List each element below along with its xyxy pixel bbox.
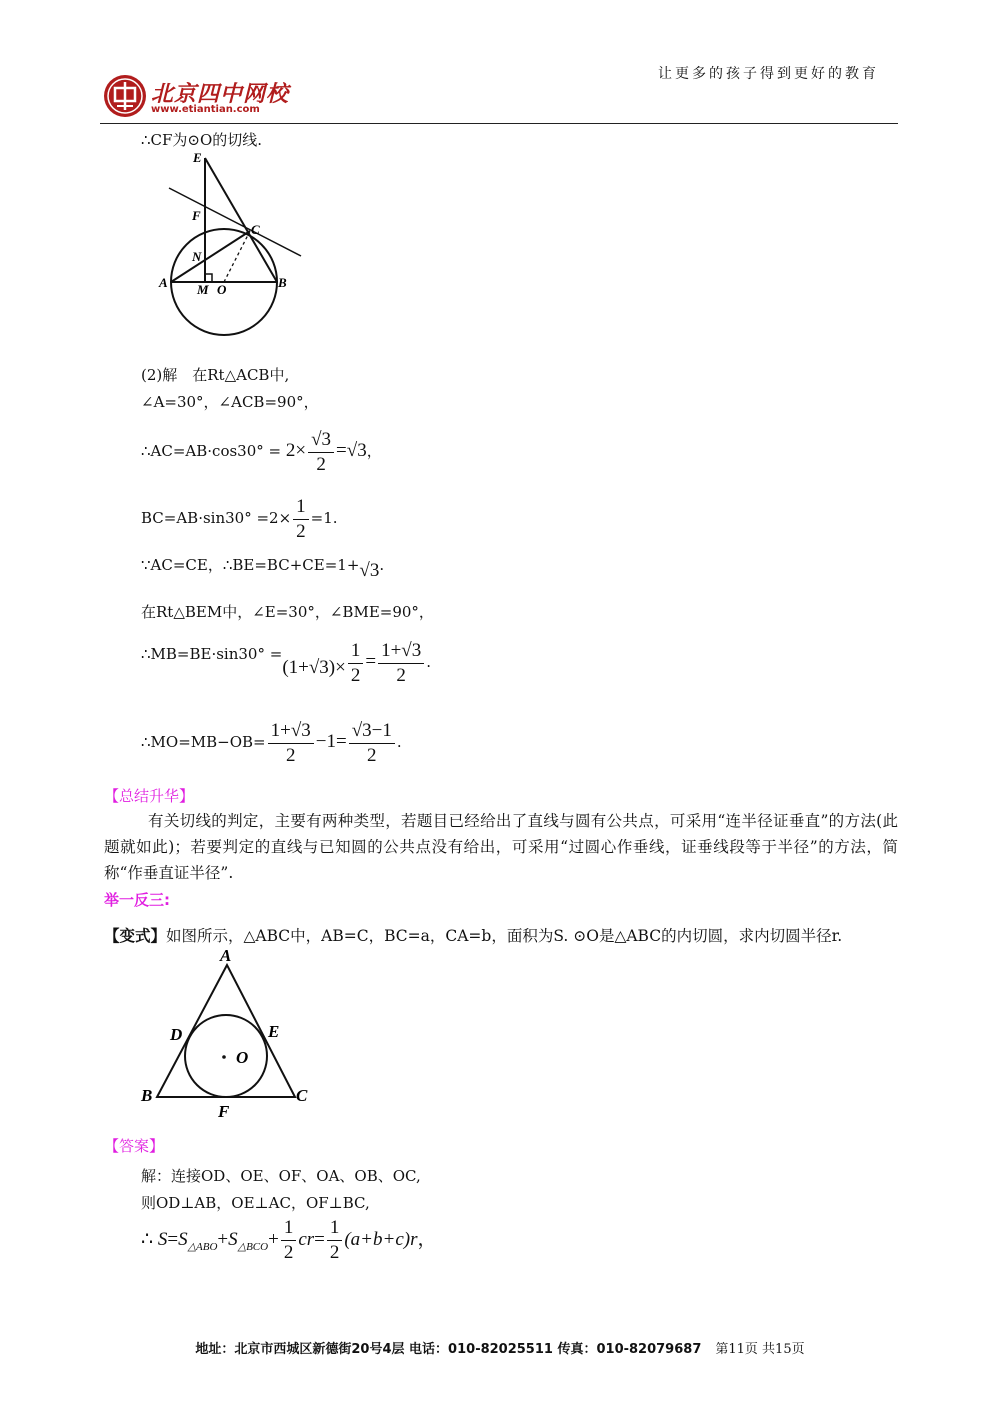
fig2-label-a: A (220, 946, 232, 965)
summary-title: 【总结升华】 (104, 787, 195, 805)
eq-mo-frac1-den: 2 (285, 744, 296, 766)
eq-bc-prefix: BC=AB·sin30° =2× (141, 509, 292, 527)
text-angles: ∠A=30°，∠ACB=90°， (141, 393, 319, 411)
fig2-label-b: B (141, 1086, 153, 1105)
eq-ac-result: √3 (346, 440, 367, 461)
eq-be-text: ∵AC=CE，∴BE=BC+CE=1+ (141, 556, 360, 574)
ans-plus: + (217, 1229, 229, 1250)
variant-question (104, 926, 842, 946)
logo[interactable] (103, 74, 293, 118)
eq-ac-frac-num: √3 (308, 429, 334, 453)
fig1-label-o: O (217, 282, 227, 297)
footer (0, 1338, 1000, 1357)
fig2-label-e: E (268, 1022, 280, 1041)
ans-s2: S (228, 1229, 238, 1250)
eq-mo-frac2 (349, 720, 395, 767)
eq-be-tail: . (379, 556, 385, 574)
ans-s1: S (178, 1229, 188, 1250)
ans-therefore: ∴ (141, 1229, 154, 1250)
eq-mb-frac2-den: 2 (396, 664, 406, 686)
fig2-label-o: O (236, 1048, 249, 1067)
header (0, 0, 1000, 125)
fig2-center-dot (222, 1055, 226, 1059)
footer-page: 第11页 共15页 (715, 1342, 805, 1357)
ans-sub2: △BCO (237, 1240, 269, 1253)
fig2-label-c: C (296, 1086, 308, 1105)
eq-bc (141, 492, 338, 544)
ans-frac2-num: 1 (327, 1217, 343, 1241)
eq-mb-tail: . (426, 653, 431, 671)
fig1-line-eb (205, 158, 277, 282)
eq-mo-frac1-num: 1+√3 (268, 720, 314, 744)
header-divider (100, 123, 898, 124)
fig1-label-m: M (197, 282, 209, 297)
variant-label: 【变式】 (104, 926, 167, 945)
eq-be-root: √3 (359, 560, 380, 581)
eq-mb-frac2-num: 1+√3 (378, 640, 424, 664)
text-cf-tangent: ∴CF为⊙O的切线. (141, 131, 263, 149)
eq-bc-frac-num: 1 (293, 496, 309, 520)
example-title: 举一反三: (104, 891, 170, 909)
eq-mb-frac1-num: 1 (348, 640, 364, 664)
eq-ac-tail: ， (366, 442, 382, 460)
footer-address: 地址：北京市西城区新德街20号4层 电话：010-82025511 传真：010-82079687 (195, 1342, 702, 1357)
eq-ac-coef: 2× (285, 440, 307, 461)
fig2-label-f: F (218, 1102, 230, 1120)
ans-eq2: = (314, 1229, 325, 1250)
ans-plus2: + (268, 1229, 279, 1250)
ans-sub1: △ABO (187, 1240, 218, 1253)
eq-mo-prefix: ∴MO=MB−OB= (141, 733, 266, 751)
eq-mb-frac1-den: 2 (350, 664, 361, 686)
ans-tail: ， (417, 1229, 437, 1250)
ans-cr: cr (298, 1229, 315, 1250)
fig1-label-f: F (192, 208, 201, 223)
eq-mb-left: (1+√3)× (282, 657, 346, 678)
fig2-incircle (185, 1015, 267, 1097)
fig1-tangent-line (169, 188, 301, 256)
fig1-label-c: C (251, 222, 260, 237)
ans-frac1-den: 2 (283, 1242, 294, 1264)
answer-line-2: 则OD⊥AB，OE⊥AC，OF⊥BC, (141, 1194, 370, 1212)
variant-text: 如图所示，△ABC中，AB=C，BC=a，CA=b，面积为S. ⊙O是△ABC的内切圆，求内切圆半径r. (166, 927, 843, 945)
eq-mo-frac2-num: √3−1 (349, 720, 395, 744)
fig1-label-n: N (192, 249, 202, 264)
eq-ac (141, 425, 382, 477)
ans-frac2 (327, 1217, 343, 1264)
eq-mo (141, 716, 402, 768)
ans-eq1: = (167, 1229, 179, 1250)
eq-ac-prefix: ∴AC=AB·cos30° = (141, 442, 282, 460)
eq-mb (141, 636, 431, 688)
ans-frac1 (281, 1217, 297, 1264)
ans-s: S (157, 1229, 168, 1250)
eq-mo-mid: −1= (315, 731, 347, 752)
answer-title: 【答案】 (104, 1137, 165, 1155)
figure-incircle (135, 945, 315, 1120)
eq-mb-frac1 (348, 640, 364, 687)
eq-mb-frac2 (378, 640, 424, 687)
eq-ac-frac (308, 429, 334, 476)
fig1-label-b: B (278, 275, 287, 290)
eq-bc-frac (293, 496, 309, 543)
eq-mb-eq: = (365, 651, 377, 672)
logo-name: 北京四中网校 (151, 81, 290, 107)
eq-ac-frac-den: 2 (316, 453, 326, 475)
eq-ac-eq: = (336, 440, 347, 461)
text-bem: 在Rt△BEM中，∠E=30°，∠BME=90°， (141, 603, 434, 621)
eq-be (141, 550, 384, 580)
eq-mo-frac2-den: 2 (367, 744, 377, 766)
fig1-label-e: E (193, 150, 202, 165)
fig1-right-angle-mark (205, 274, 212, 282)
text-solution-2: (2)解 在Rt△ACB中, (141, 366, 290, 384)
eq-mo-tail: . (396, 733, 402, 751)
eq-mb-prefix: ∴MB=BE·sin30° = (141, 645, 283, 663)
fig1-label-a: A (159, 275, 168, 290)
answer-line-1: 解：连接OD、OE、OF、OA、OB、OC, (141, 1167, 421, 1185)
slogan: 让更多的孩子得到更好的教育 (658, 66, 879, 82)
eq-mo-frac1 (268, 720, 314, 767)
figure-circle-tangent (155, 148, 305, 343)
summary-text: 有关切线的判定，主要有两种类型，若题目已经给出了直线与圆有公共点，可采用“连半径证垂直”的方法(此题就如此)；若要判定的直线与已知圆的公共点没有给出，可采用“过圆心作垂线，证垂线段等于半径”的方法，简称“作垂直证半径”. (104, 812, 898, 882)
ans-frac1-num: 1 (281, 1217, 297, 1241)
ans-frac2-den: 2 (329, 1242, 340, 1264)
logo-url: www.etiantian.com (151, 104, 260, 115)
answer-equation (141, 1214, 437, 1273)
ans-expr: (a+b+c)r (344, 1229, 418, 1250)
eq-bc-suffix: =1. (310, 509, 338, 527)
logo-emblem-icon (103, 74, 147, 118)
eq-bc-frac-den: 2 (296, 520, 306, 542)
fig2-label-d: D (170, 1025, 183, 1044)
